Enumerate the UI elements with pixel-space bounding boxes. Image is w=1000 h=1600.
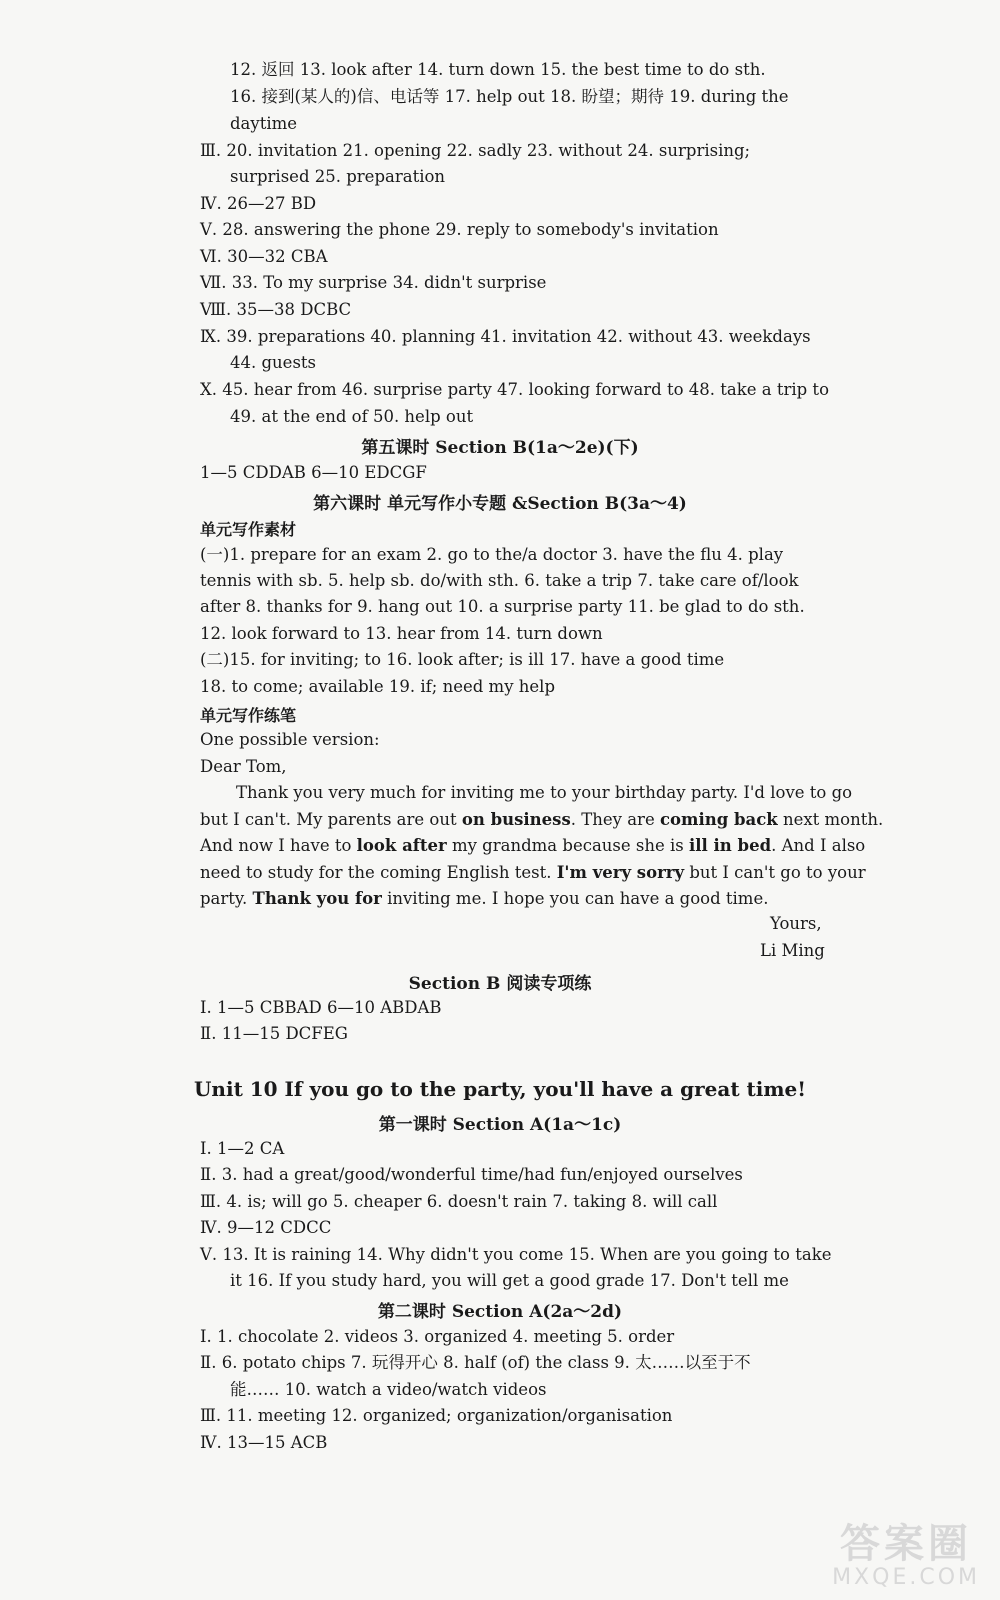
answer-line: after 8. thanks for 9. hang out 10. a surprise party 11. be glad to do sth. (200, 597, 805, 616)
answer-line: Ⅹ. 45. hear from 46. surprise party 47. looking forward to 48. take a trip to (200, 380, 829, 399)
section-subtitle: 单元写作练笔 (200, 706, 297, 725)
answer-line: Ⅰ. 1—5 CBBAD 6—10 ABDAB (200, 998, 442, 1017)
watermark-logo-text: 答案圈 (840, 1520, 973, 1567)
answer-line: Ⅰ. 1—2 CA (200, 1139, 285, 1158)
answer-line: Ⅳ. 13—15 ACB (200, 1433, 328, 1452)
answer-line: 18. to come; available 19. if; need my help (200, 677, 555, 696)
answer-line: Ⅸ. 39. preparations 40. planning 41. invitation 42. without 43. weekdays (200, 327, 811, 346)
answer-line: 44. guests (230, 353, 317, 372)
answer-line: it 16. If you study hard, you will get a good grade 17. Don't tell me (230, 1271, 789, 1290)
lesson-heading: 第一课时 Section A(1a～1c) (378, 1115, 622, 1135)
answer-line: Ⅴ. 13. It is raining 14. Why didn't you come 15. When are you going to take (200, 1245, 832, 1264)
answer-line: 能…… 10. watch a video/watch videos (230, 1380, 547, 1399)
answer-line: 49. at the end of 50. help out (230, 407, 474, 426)
essay-line: need to study for the coming English test. I'm very sorry but I can't go to your (200, 863, 866, 882)
watermark-url: MXQE.COM (832, 1564, 980, 1590)
answer-line: (一)1. prepare for an exam 2. go to the/a doctor 3. have the flu 4. play (200, 545, 784, 564)
answer-line: (二)15. for inviting; to 16. look after; is ill 17. have a good time (200, 650, 725, 669)
essay-line: Thank you very much for inviting me to your birthday party. I'd love to go (236, 783, 853, 802)
answer-line: surprised 25. preparation (230, 167, 446, 186)
essay-line: And now I have to look after my grandma because she is ill in bed. And I also (200, 836, 866, 855)
answer-line: Ⅲ. 11. meeting 12. organized; organization/organisation (200, 1406, 673, 1425)
essay-line: One possible version: (200, 730, 380, 749)
answer-line: 16. 接到(某人的)信、电话等 17. help out 18. 盼望；期待 19. during the (230, 87, 789, 106)
section-subtitle: 单元写作素材 (200, 520, 297, 539)
answer-line: Ⅳ. 26—27 BD (200, 194, 317, 213)
answer-line: Ⅳ. 9—12 CDCC (200, 1218, 332, 1237)
section-heading: Section B 阅读专项练 (408, 974, 592, 994)
answer-line: 12. look forward to 13. hear from 14. turn down (200, 624, 603, 643)
site-watermark (832, 1522, 980, 1590)
answer-line: 12. 返回 13. look after 14. turn down 15. the best time to do sth. (230, 60, 766, 79)
lesson-heading: 第五课时 Section B(1a～2e)(下) (361, 438, 639, 458)
answer-line: Ⅲ. 4. is; will go 5. cheaper 6. doesn't rain 7. taking 8. will call (200, 1192, 718, 1211)
essay-closing: Yours, (770, 914, 822, 933)
answer-line: Ⅰ. 1. chocolate 2. videos 3. organized 4. meeting 5. order (200, 1327, 675, 1346)
unit-title: Unit 10 If you go to the party, you'll have a great time! (193, 1077, 807, 1101)
answer-line: Ⅲ. 20. invitation 21. opening 22. sadly 23. without 24. surprising; (200, 141, 751, 160)
essay-signature: Li Ming (760, 941, 825, 960)
answer-line: tennis with sb. 5. help sb. do/with sth. 6. take a trip 7. take care of/look (200, 571, 799, 590)
answer-line: Ⅱ. 3. had a great/good/wonderful time/had fun/enjoyed ourselves (200, 1165, 743, 1184)
answer-line: Ⅱ. 11—15 DCFEG (200, 1024, 348, 1043)
answer-line: Ⅱ. 6. potato chips 7. 玩得开心 8. half (of) the class 9. 太……以至于不 (200, 1353, 751, 1372)
answer-line: Ⅵ. 30—32 CBA (200, 247, 328, 266)
answer-line: Ⅴ. 28. answering the phone 29. reply to somebody's invitation (200, 220, 719, 239)
lesson-heading: 第六课时 单元写作小专题 &Section B(3a～4) (313, 494, 687, 514)
essay-line: party. Thank you for inviting me. I hope you can have a good time. (200, 889, 769, 908)
answer-line: daytime (230, 114, 298, 133)
lesson-heading: 第二课时 Section A(2a～2d) (377, 1302, 623, 1322)
answer-line: Ⅷ. 35—38 DCBC (200, 300, 352, 319)
answer-line: 1—5 CDDAB 6—10 EDCGF (200, 463, 427, 482)
answer-line: Ⅶ. 33. To my surprise 34. didn't surprise (200, 273, 547, 292)
essay-salutation: Dear Tom, (200, 757, 287, 776)
essay-line: but I can't. My parents are out on business. They are coming back next month. (200, 810, 884, 829)
